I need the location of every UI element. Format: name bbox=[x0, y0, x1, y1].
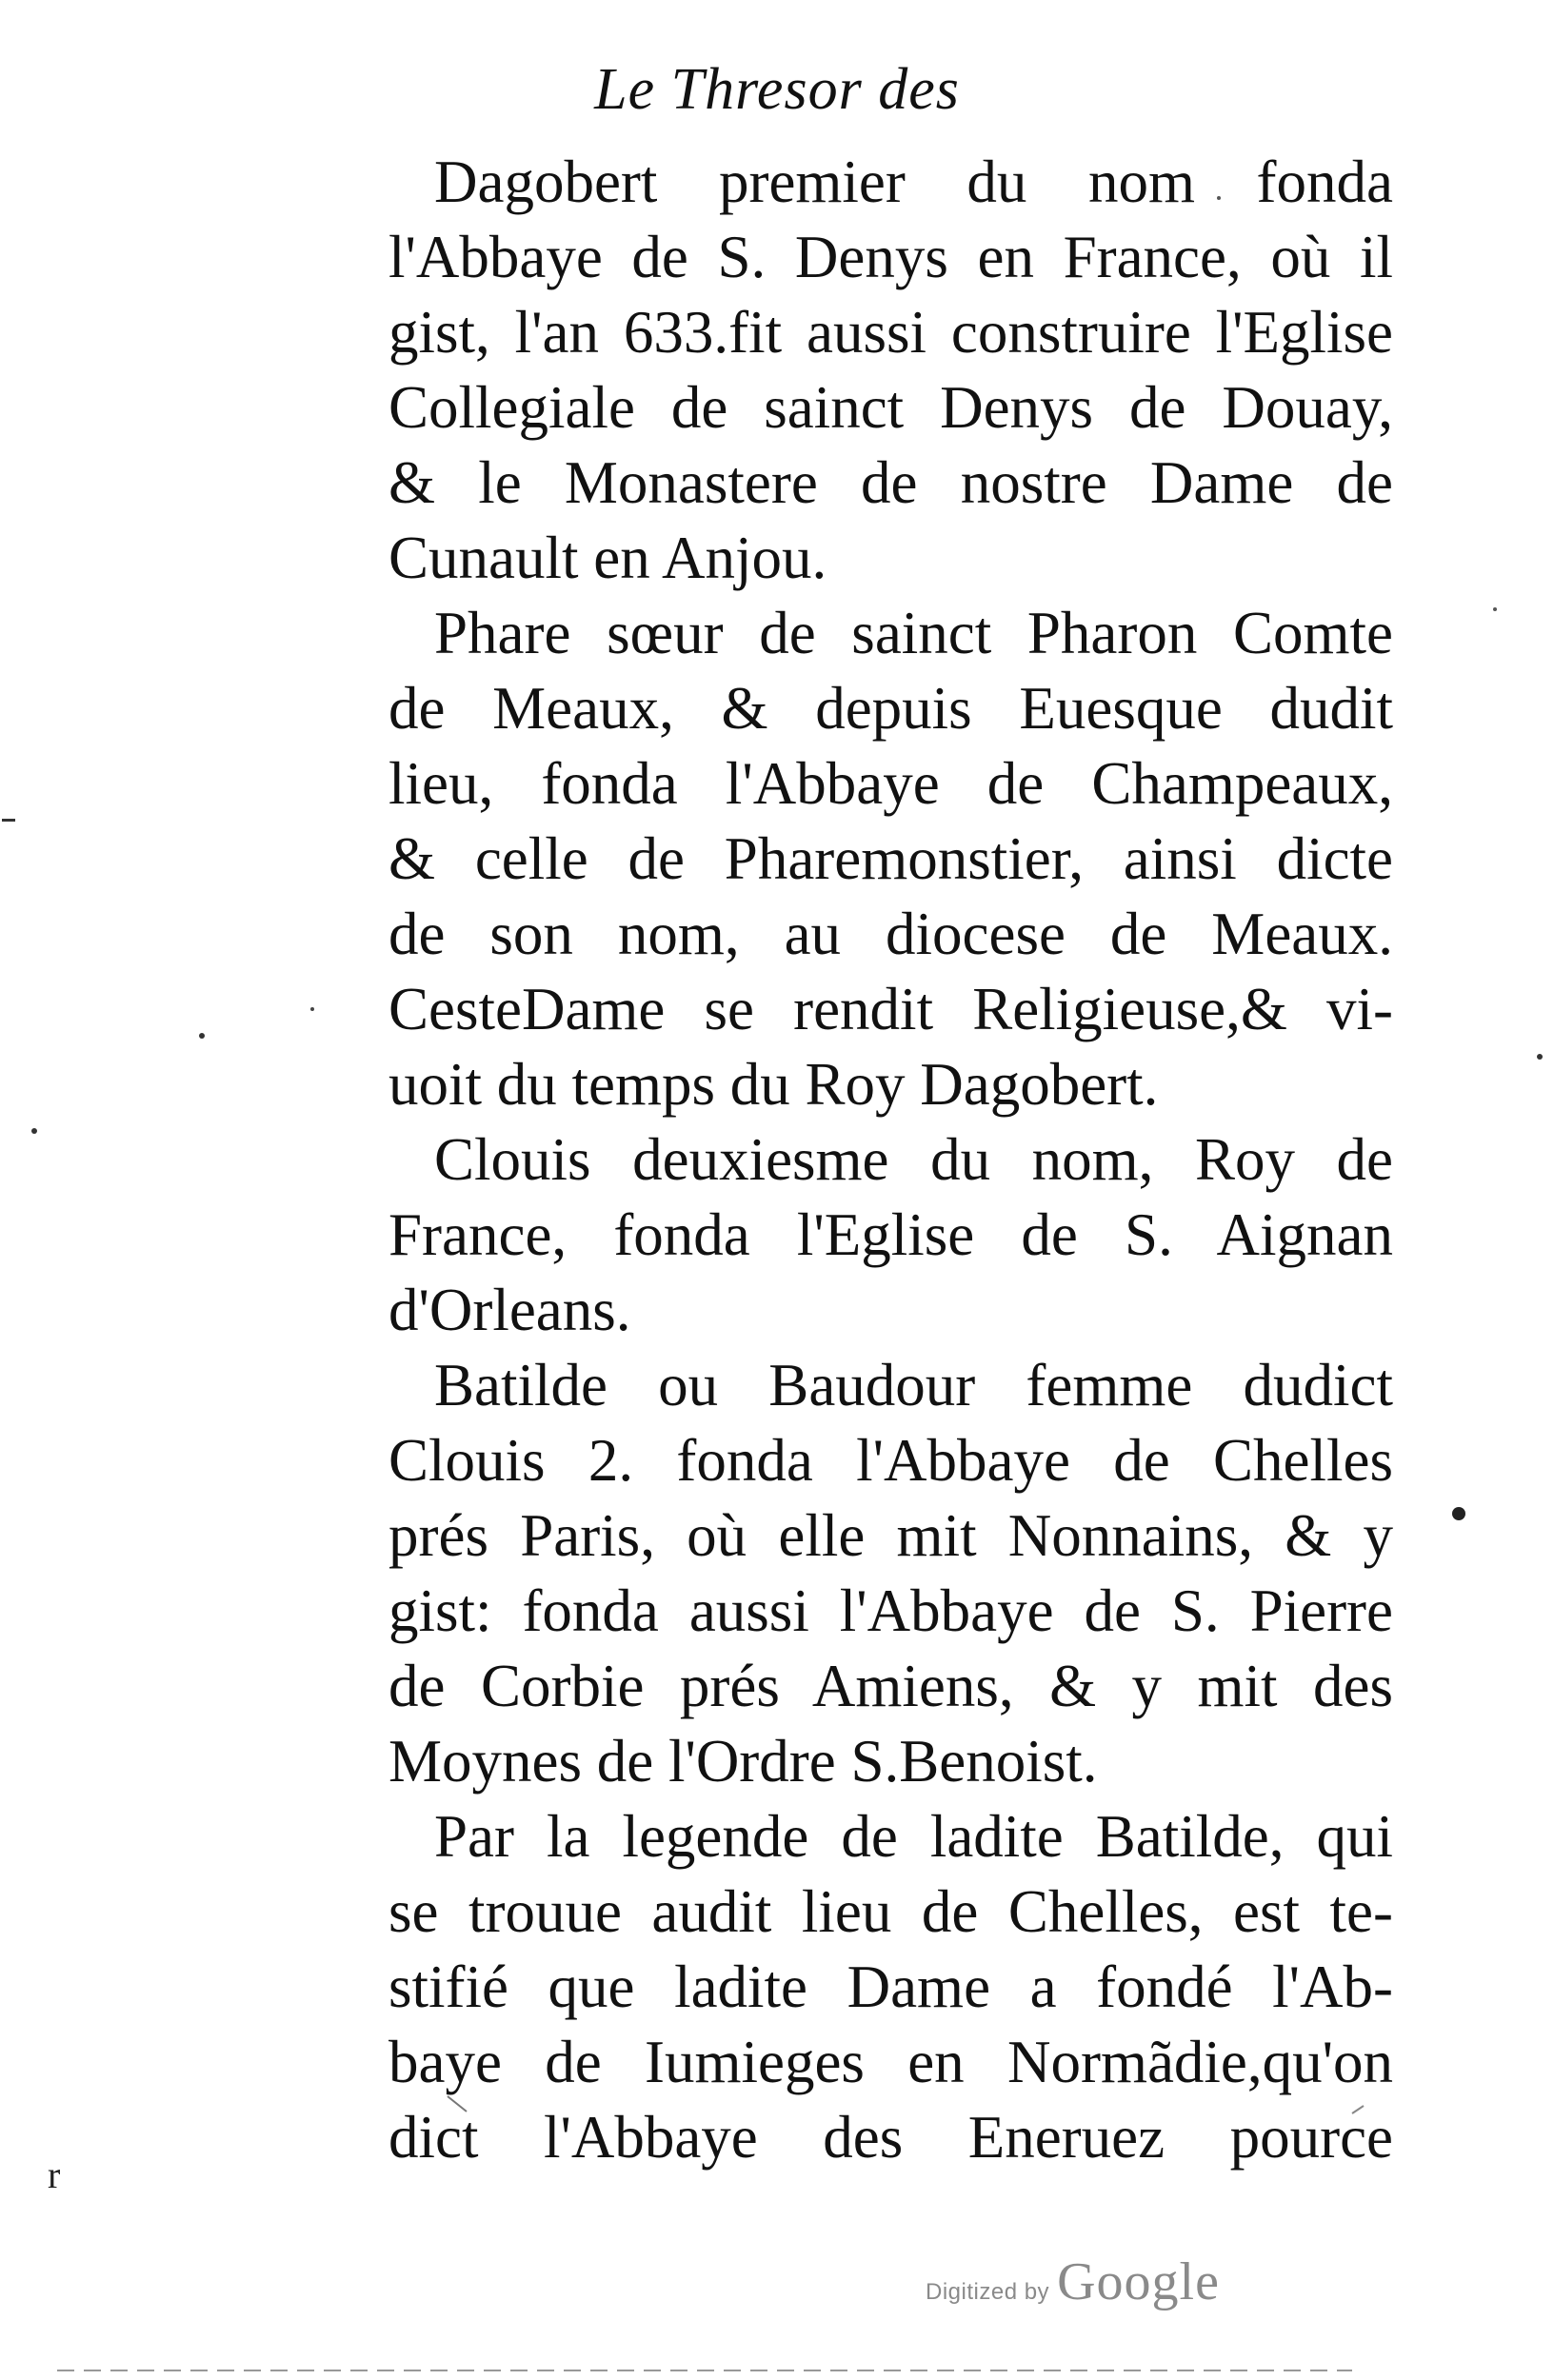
svg-text:r: r bbox=[48, 2153, 61, 2196]
paragraph-dagobert bbox=[388, 145, 1393, 596]
paragraph-batilde bbox=[388, 1348, 1393, 1799]
text-line: & celle de Pharemonstier, ainsi dicte bbox=[388, 825, 1393, 892]
text-line: de son nom, au diocese de Meaux. bbox=[388, 901, 1393, 967]
text-line: gist, l'an 633.fit aussi construire l'Eglise bbox=[388, 299, 1393, 366]
text-line: baye de Iumieges en Normãdie,qu'on bbox=[388, 2029, 1393, 2095]
paragraph-clouis bbox=[388, 1122, 1393, 1348]
text-line: Cunault en Anjou. bbox=[388, 525, 827, 591]
text-line: & le Monastere de nostre Dame de bbox=[388, 449, 1393, 516]
text-line: France, fonda l'Eglise de S. Aignan bbox=[388, 1201, 1393, 1268]
text-line: Moynes de l'Ordre S.Benoist. bbox=[388, 1728, 1098, 1795]
watermark-prefix: Digitized by bbox=[926, 2279, 1050, 2305]
text-line: stifié que ladite Dame a fondé l'Ab- bbox=[388, 1954, 1393, 2020]
text-line: Collegiale de sainct Denys de Douay, bbox=[388, 374, 1393, 441]
text-line: Par la legende de ladite Batilde, qui bbox=[434, 1803, 1393, 1870]
text-line: Clouis 2. fonda l'Abbaye de Chelles bbox=[388, 1427, 1393, 1494]
text-line: de Meaux, & depuis Euesque dudit bbox=[388, 675, 1393, 742]
watermark-brand: Google bbox=[1057, 2252, 1220, 2311]
body-text bbox=[388, 145, 1393, 2175]
paragraph-phare bbox=[388, 596, 1393, 1122]
text-line: uoit du temps du Roy Dagobert. bbox=[388, 1051, 1159, 1118]
text-line: prés Paris, où elle mit Nonnains, & y bbox=[388, 1502, 1393, 1569]
text-line: gist: fonda aussi l'Abbaye de S. Pierre bbox=[388, 1577, 1393, 1644]
paragraph-legende bbox=[388, 1799, 1393, 2175]
text-line: se trouue audit lieu de Chelles, est te- bbox=[388, 1878, 1393, 1945]
text-line: Batilde ou Baudour femme dudict bbox=[434, 1352, 1393, 1418]
digitized-by-watermark bbox=[926, 2251, 1249, 2328]
text-line: de Corbie prés Amiens, & y mit des bbox=[388, 1653, 1393, 1719]
running-head: Le Thresor des bbox=[594, 57, 960, 122]
text-line: d'Orleans. bbox=[388, 1277, 631, 1343]
text-line: l'Abbaye de S. Denys en France, où il bbox=[388, 224, 1393, 290]
text-line: Clouis deuxiesme du nom, Roy de bbox=[434, 1126, 1393, 1193]
text-line: CesteDame se rendit Religieuse,& vi- bbox=[388, 976, 1393, 1042]
text-line: lieu, fonda l'Abbaye de Champeaux, bbox=[388, 750, 1393, 817]
text-line: Dagobert premier du nom fonda bbox=[434, 149, 1393, 215]
text-line: dict l'Abbaye des Eneruez pource bbox=[388, 2104, 1393, 2171]
text-line: Phare sœur de sainct Pharon Comte bbox=[434, 600, 1393, 666]
